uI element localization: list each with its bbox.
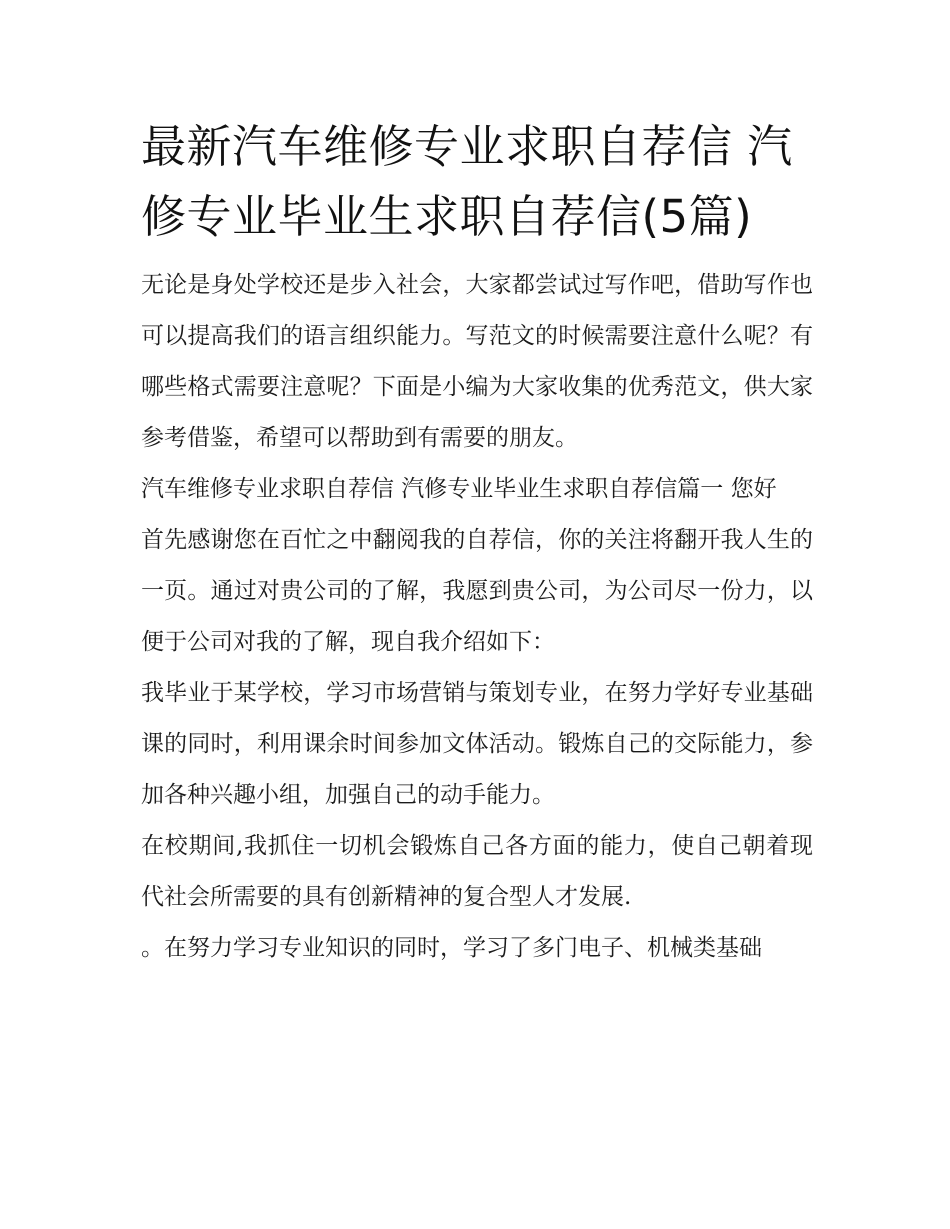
- paragraph-school-period: 在校期间,我抓住一切机会锻炼自己各方面的能力，使自己朝着现代社会所需要的具有创新精神的复合型人才发展.: [141, 833, 813, 910]
- document-title: 最新汽车维修专业求职自荐信 汽修专业毕业生求职自荐信(5篇): [141, 120, 793, 243]
- paragraph-education: 我毕业于某学校，学习市场营销与策划专业，在努力学好专业基础课的同时，利用课余时间参加文体活动。锻炼自己的交际能力，参加各种兴趣小组，加强自己的动手能力。: [141, 680, 813, 808]
- document-body: [141, 112, 813, 974]
- paragraph-intro: 无论是身处学校还是步入社会，大家都尝试过写作吧，借助写作也可以提高我们的语言组织能力。写范文的时候需要注意什么呢？有哪些格式需要注意呢？下面是小编为大家收集的优秀范文，供大家参考借鉴，希望可以帮助到有需要的朋友。: [141, 272, 813, 451]
- paragraph-heading-letter-1: 汽车维修专业求职自荐信 汽修专业毕业生求职自荐信篇一 您好: [141, 476, 777, 502]
- paragraph-thanks: 首先感谢您在百忙之中翻阅我的自荐信，你的关注将翻开我人生的一页。通过对贵公司的了解，我愿到贵公司，为公司尽一份力，以便于公司对我的了解，现自我介绍如下：: [141, 527, 813, 655]
- paragraph-study: 。在努力学习专业知识的同时，学习了多门电子、机械类基础: [141, 935, 762, 961]
